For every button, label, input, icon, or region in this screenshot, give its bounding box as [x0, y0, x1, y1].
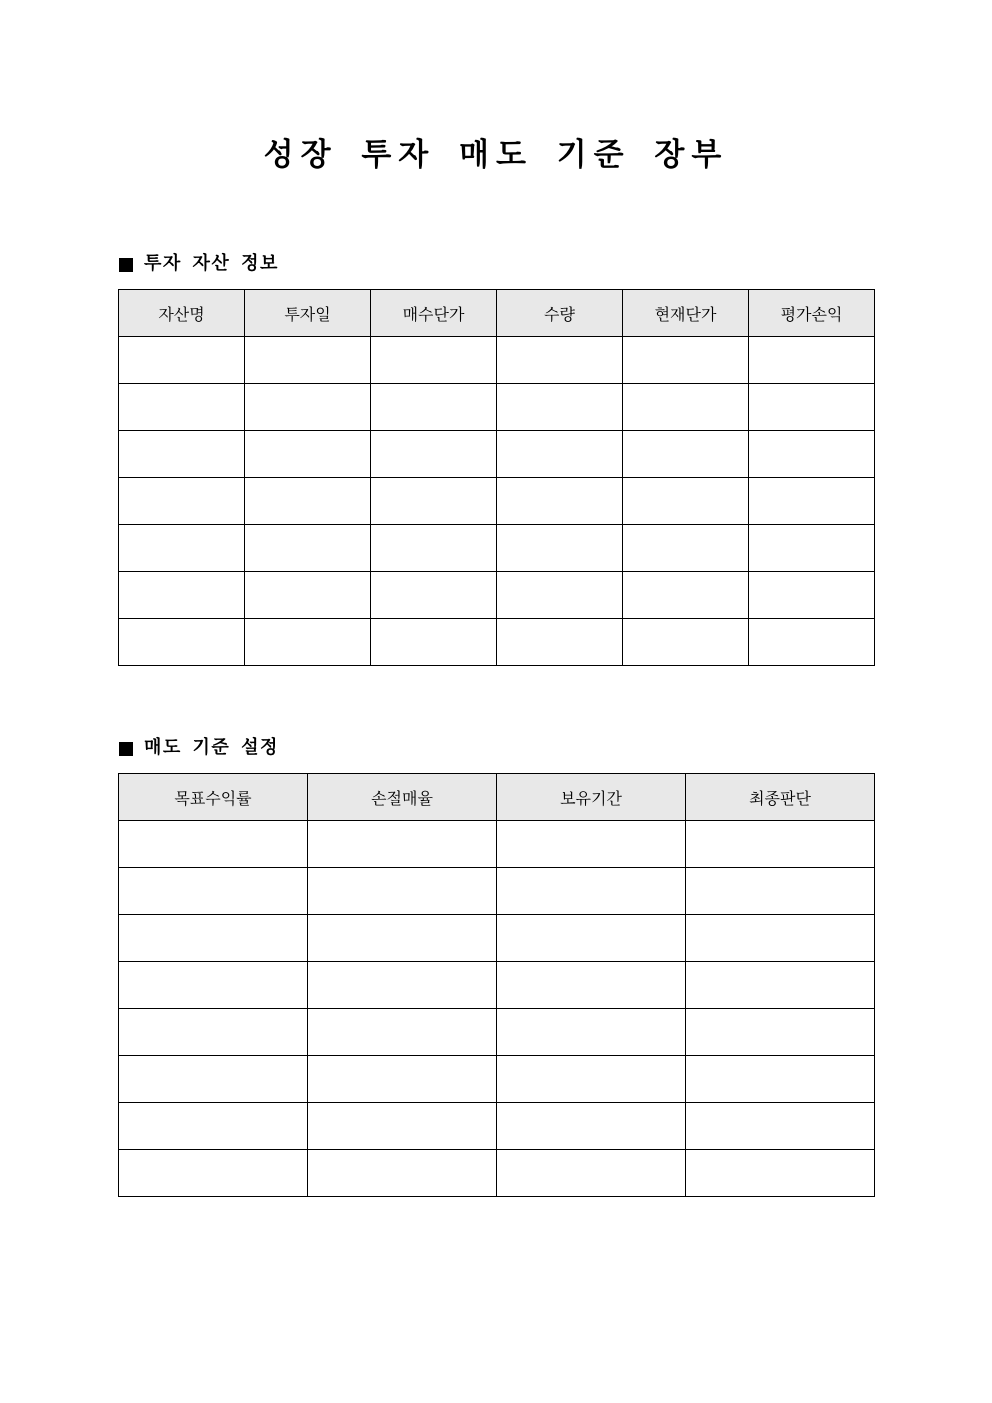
table-cell[interactable]	[308, 1056, 497, 1103]
table-cell[interactable]	[686, 1009, 875, 1056]
column-header-final-decision: 최종판단	[686, 774, 875, 821]
table-cell[interactable]	[119, 1150, 308, 1197]
table-cell[interactable]	[623, 478, 749, 525]
table-cell[interactable]	[497, 1056, 686, 1103]
column-header-asset-name: 자산명	[119, 290, 245, 337]
table-cell[interactable]	[497, 478, 623, 525]
table-cell[interactable]	[371, 337, 497, 384]
column-header-target-return: 목표수익률	[119, 774, 308, 821]
table-cell[interactable]	[245, 619, 371, 666]
table-cell[interactable]	[497, 525, 623, 572]
table-cell[interactable]	[497, 915, 686, 962]
section-heading-label: 투자 자산 정보	[144, 253, 279, 274]
table-cell[interactable]	[497, 962, 686, 1009]
table-cell[interactable]	[245, 337, 371, 384]
table-cell[interactable]	[623, 525, 749, 572]
table-cell[interactable]	[371, 525, 497, 572]
table-cell[interactable]	[119, 962, 308, 1009]
table-row	[119, 1103, 875, 1150]
table-cell[interactable]	[119, 868, 308, 915]
sell-criteria-table	[118, 773, 875, 1197]
table-cell[interactable]	[119, 1056, 308, 1103]
table-row	[119, 868, 875, 915]
table-cell[interactable]	[749, 431, 875, 478]
table-cell[interactable]	[686, 1150, 875, 1197]
table-cell[interactable]	[119, 337, 245, 384]
square-bullet-icon	[119, 258, 133, 272]
table-cell[interactable]	[119, 478, 245, 525]
column-header-purchase-price: 매수단가	[371, 290, 497, 337]
table-row	[119, 619, 875, 666]
table-cell[interactable]	[749, 525, 875, 572]
table-cell[interactable]	[686, 868, 875, 915]
section-heading-label: 매도 기준 설정	[144, 737, 279, 758]
table-row	[119, 431, 875, 478]
table-cell[interactable]	[497, 868, 686, 915]
table-row	[119, 384, 875, 431]
table-cell[interactable]	[119, 572, 245, 619]
table-cell[interactable]	[371, 619, 497, 666]
table-cell[interactable]	[623, 337, 749, 384]
table-cell[interactable]	[371, 431, 497, 478]
column-header-holding-period: 보유기간	[497, 774, 686, 821]
table-cell[interactable]	[623, 619, 749, 666]
table-cell[interactable]	[245, 525, 371, 572]
table-row	[119, 962, 875, 1009]
table-cell[interactable]	[497, 572, 623, 619]
table-cell[interactable]	[749, 572, 875, 619]
table-cell[interactable]	[686, 962, 875, 1009]
table-cell[interactable]	[308, 962, 497, 1009]
table-cell[interactable]	[497, 619, 623, 666]
table-cell[interactable]	[749, 478, 875, 525]
table-cell[interactable]	[686, 1056, 875, 1103]
table-cell[interactable]	[749, 337, 875, 384]
table-cell[interactable]	[497, 1150, 686, 1197]
table-row	[119, 1009, 875, 1056]
table-cell[interactable]	[686, 821, 875, 868]
table-header-row	[119, 774, 875, 821]
table-cell[interactable]	[119, 915, 308, 962]
table-cell[interactable]	[686, 1103, 875, 1150]
table-cell[interactable]	[119, 431, 245, 478]
table-row	[119, 337, 875, 384]
table-cell[interactable]	[371, 384, 497, 431]
section-heading-asset-info	[119, 251, 279, 277]
table-cell[interactable]	[308, 868, 497, 915]
table-header-row	[119, 290, 875, 337]
table-row	[119, 525, 875, 572]
table-cell[interactable]	[308, 1009, 497, 1056]
table-cell[interactable]	[371, 572, 497, 619]
table-cell[interactable]	[308, 1103, 497, 1150]
document-title: 성장 투자 매도 기준 장부	[263, 137, 729, 173]
table-cell[interactable]	[119, 619, 245, 666]
asset-info-table	[118, 289, 875, 666]
table-cell[interactable]	[497, 821, 686, 868]
table-row	[119, 821, 875, 868]
table-cell[interactable]	[371, 478, 497, 525]
table-row	[119, 1056, 875, 1103]
table-row	[119, 572, 875, 619]
table-cell[interactable]	[245, 384, 371, 431]
table-cell[interactable]	[245, 431, 371, 478]
table-cell[interactable]	[119, 525, 245, 572]
table-cell[interactable]	[623, 431, 749, 478]
column-header-stop-loss-rate: 손절매율	[308, 774, 497, 821]
square-bullet-icon	[119, 742, 133, 756]
table-cell[interactable]	[623, 572, 749, 619]
table-cell[interactable]	[119, 1009, 308, 1056]
table-cell[interactable]	[686, 915, 875, 962]
table-cell[interactable]	[308, 1150, 497, 1197]
table-cell[interactable]	[245, 572, 371, 619]
table-row	[119, 915, 875, 962]
table-row	[119, 478, 875, 525]
table-cell[interactable]	[497, 384, 623, 431]
table-cell[interactable]	[497, 431, 623, 478]
table-cell[interactable]	[308, 915, 497, 962]
column-header-valuation-pl: 평가손익	[749, 290, 875, 337]
section-heading-sell-criteria	[119, 735, 279, 761]
table-cell[interactable]	[497, 337, 623, 384]
column-header-investment-date: 투자일	[245, 290, 371, 337]
table-cell[interactable]	[623, 384, 749, 431]
table-cell[interactable]	[497, 1009, 686, 1056]
table-cell[interactable]	[497, 1103, 686, 1150]
table-cell[interactable]	[749, 619, 875, 666]
table-cell[interactable]	[308, 821, 497, 868]
table-cell[interactable]	[119, 384, 245, 431]
column-header-current-price: 현재단가	[623, 290, 749, 337]
column-header-quantity: 수량	[497, 290, 623, 337]
table-cell[interactable]	[245, 478, 371, 525]
table-cell[interactable]	[119, 1103, 308, 1150]
table-row	[119, 1150, 875, 1197]
table-cell[interactable]	[119, 821, 308, 868]
table-cell[interactable]	[749, 384, 875, 431]
